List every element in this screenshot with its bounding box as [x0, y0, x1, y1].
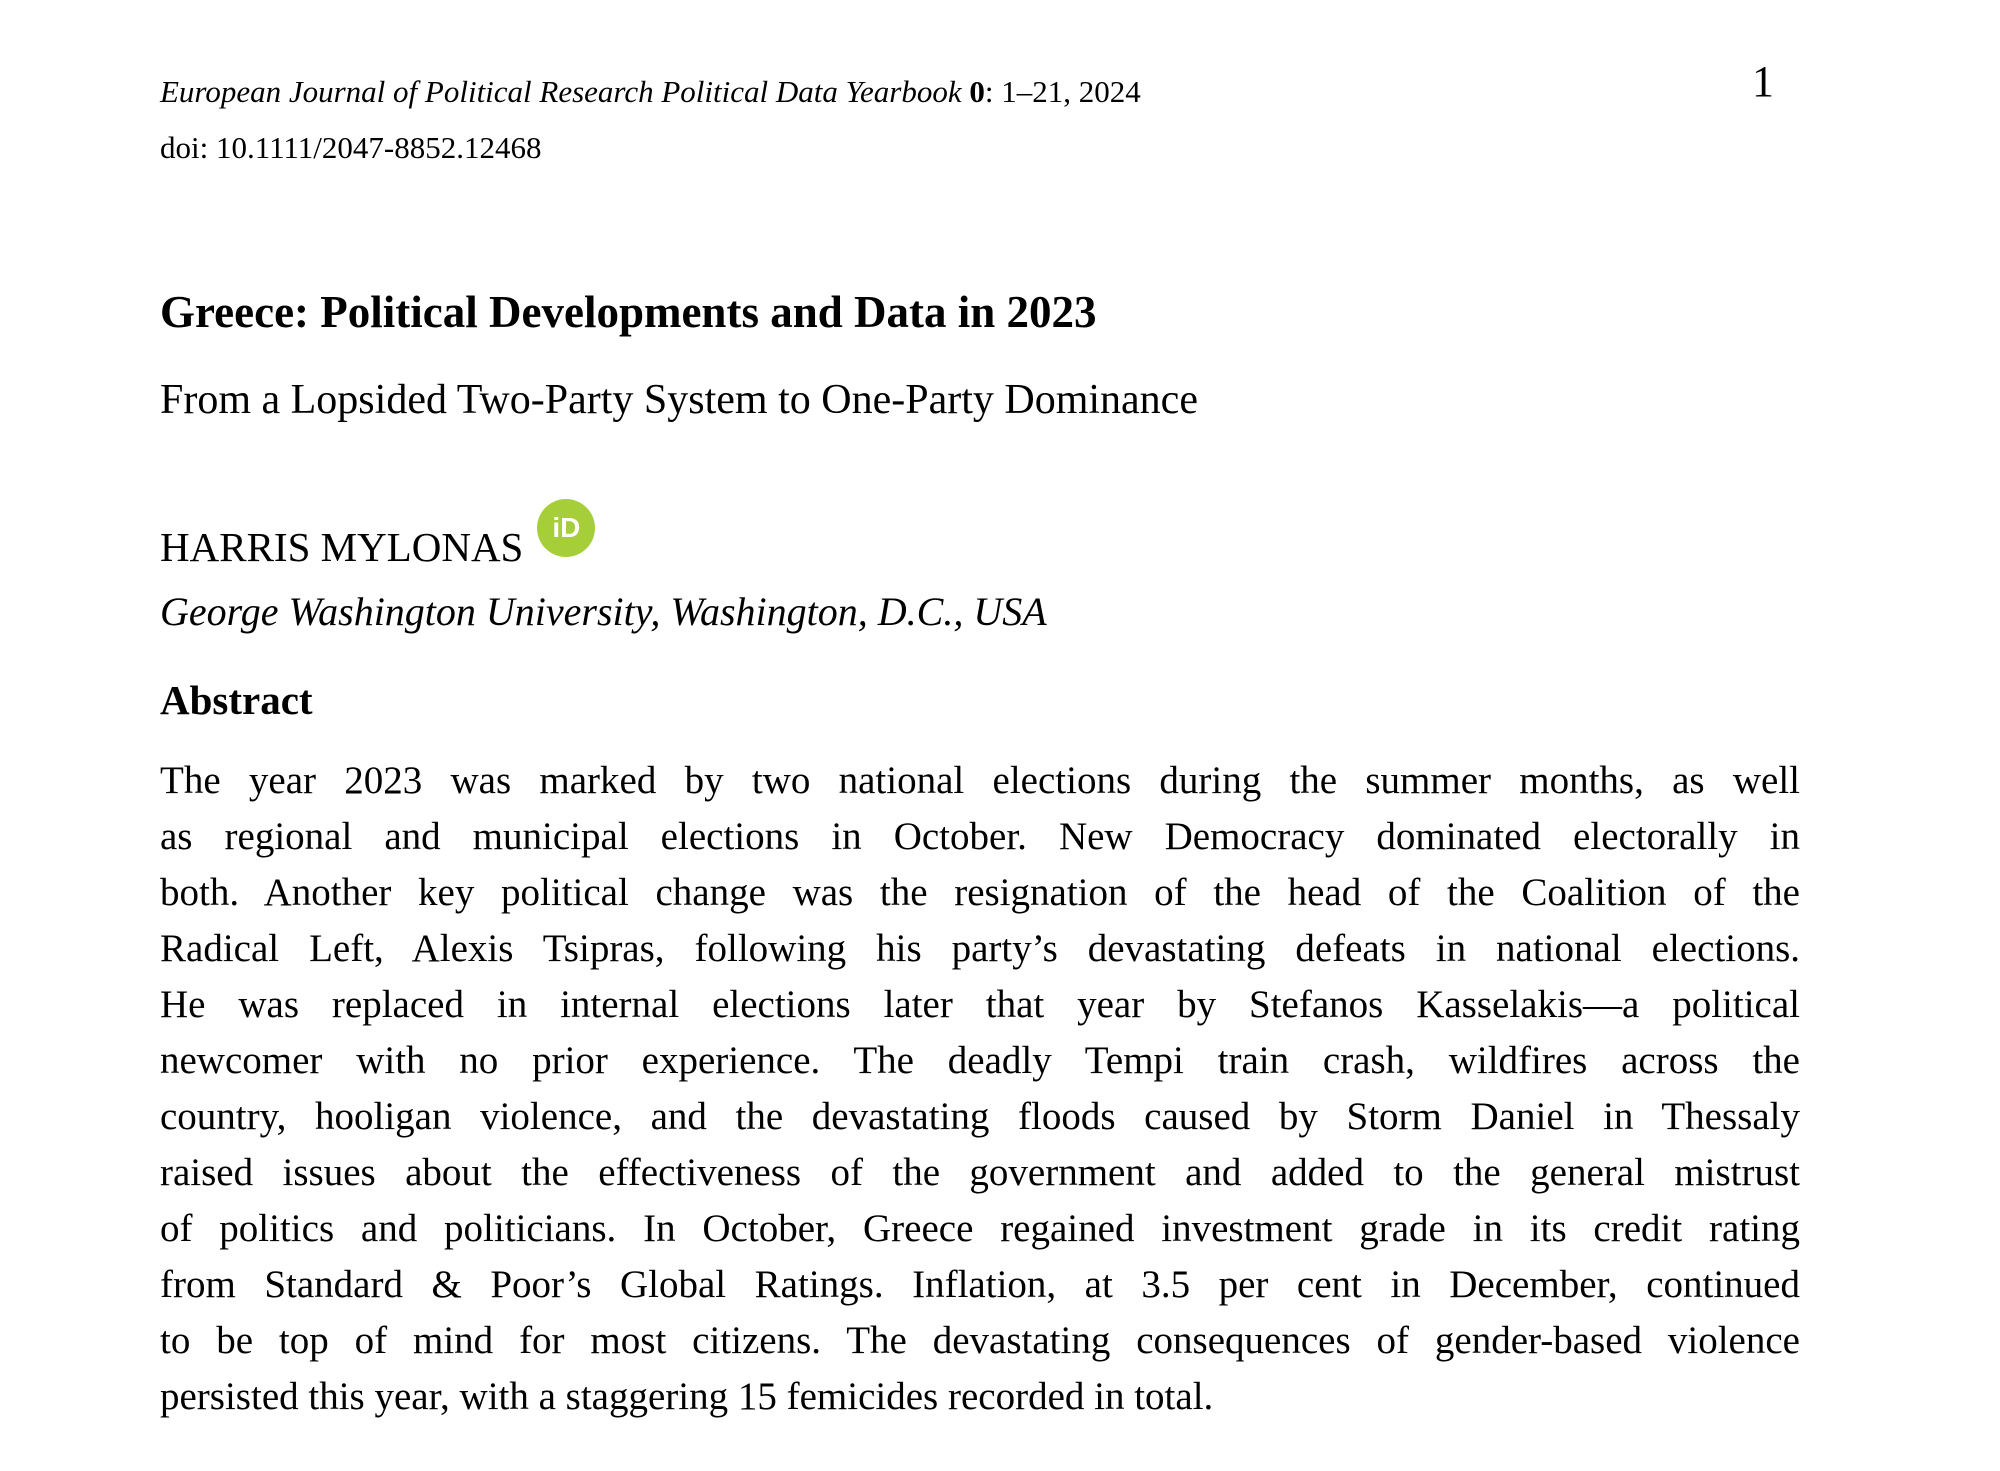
journal-pages-year: : 1–21, 2024 [984, 74, 1141, 109]
abstract-line: both. Another key political change was the resignation of the head of the Coalition of the [160, 871, 1800, 914]
journal-title: European Journal of Political Research Political Data Yearbook [160, 74, 962, 109]
author-affiliation: George Washington University, Washington, D.C., USA [160, 589, 1047, 634]
journal-citation-line [160, 64, 1141, 120]
page-number: 1 [1752, 57, 1774, 106]
article-title: Greece: Political Developments and Data in 2023 [160, 287, 1097, 337]
abstract-heading: Abstract [160, 677, 313, 723]
abstract-line: to be top of mind for most citizens. The devastating consequences of gender-based violence [160, 1319, 1800, 1362]
article-subtitle: From a Lopsided Two-Party System to One-Party Dominance [160, 377, 1198, 423]
journal-citation [160, 64, 1141, 176]
abstract-line: The year 2023 was marked by two national elections during the summer months, as well [160, 759, 1800, 802]
abstract-line: He was replaced in internal elections later that year by Stefanos Kasselakis—a political [160, 983, 1800, 1026]
author-row [160, 512, 595, 572]
abstract-line: of politics and politicians. In October, Greece regained investment grade in its credit rating [160, 1207, 1800, 1250]
abstract-line: as regional and municipal elections in October. New Democracy dominated electorally in [160, 815, 1800, 858]
abstract-line: raised issues about the effectiveness of the government and added to the general mistrust [160, 1151, 1800, 1194]
abstract-line: from Standard & Poor’s Global Ratings. Inflation, at 3.5 per cent in December, continued [160, 1263, 1800, 1306]
abstract-body [160, 753, 1800, 1425]
abstract-line: persisted this year, with a staggering 15 femicides recorded in total. [160, 1375, 1214, 1418]
abstract-line: Radical Left, Alexis Tsipras, following his party’s devastating defeats in national elections. [160, 927, 1800, 970]
abstract-line: newcomer with no prior experience. The deadly Tempi train crash, wildfires across the [160, 1039, 1800, 1082]
orcid-icon[interactable]: iD [537, 499, 595, 557]
journal-volume: 0 [969, 74, 985, 109]
abstract-line: country, hooligan violence, and the devastating floods caused by Storm Daniel in Thessaly [160, 1095, 1800, 1138]
doi-line: doi: 10.1111/2047-8852.12468 [160, 130, 542, 165]
author-name: HARRIS MYLONAS [160, 524, 524, 570]
